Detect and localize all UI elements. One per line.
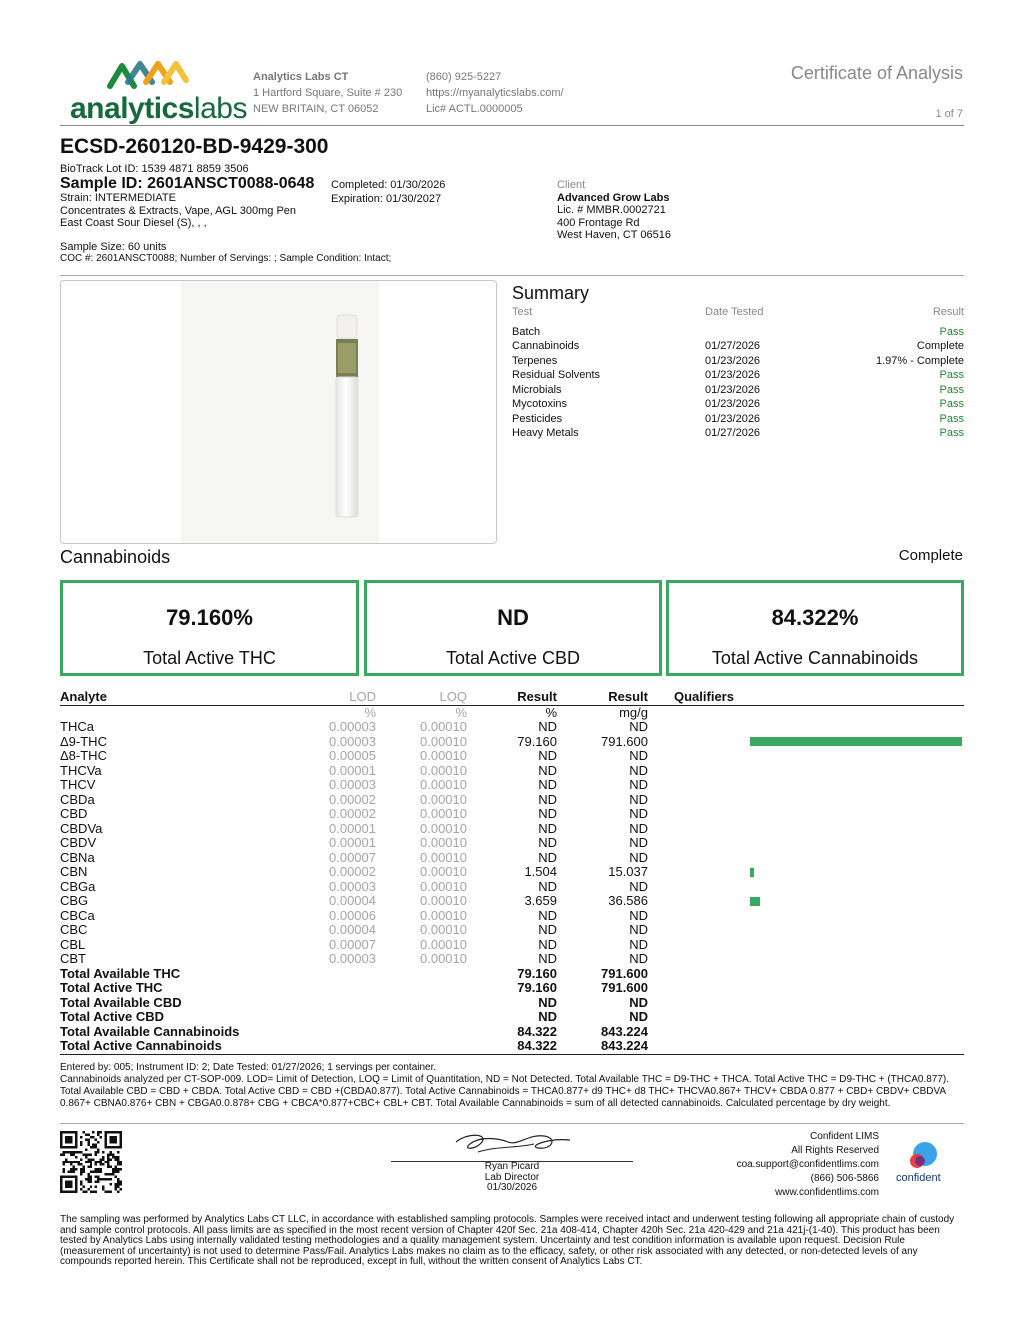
lab-info — [253, 69, 402, 117]
summary-test: Cannabinoids — [512, 340, 580, 353]
product-name: East Coast Sour Diesel (S), , , — [60, 217, 207, 229]
analyte-row — [60, 764, 964, 779]
lab-name: Analytics Labs CT — [253, 71, 349, 83]
analyte-result-pct: ND — [538, 951, 557, 966]
summary-date: 01/23/2026 — [705, 412, 761, 425]
analyte-loq: 0.00010 — [420, 936, 467, 952]
analyte-lod: 0.00001 — [329, 835, 376, 850]
coc-line: COC #: 2601ANSCT0088; Number of Servings: ; Sample Condition: Intact; — [60, 253, 392, 264]
analyte-qualifiers — [648, 865, 748, 880]
kpi-value: 84.322% — [771, 605, 859, 630]
analyte-row — [60, 735, 964, 750]
summary-date: 01/27/2026 — [705, 427, 761, 440]
summary-result: Pass — [939, 427, 964, 440]
analyte-result-mg: ND — [629, 820, 648, 836]
total-mg: 843.224 — [601, 1023, 648, 1039]
analyte-row — [60, 836, 964, 851]
analyte-name: THCa — [60, 719, 94, 734]
analyte-bar-cell — [748, 923, 964, 938]
client-name: Advanced Grow Labs — [557, 191, 670, 204]
analyte-name: CBNa — [60, 849, 95, 865]
analyte-result-pct: ND — [538, 936, 557, 952]
total-label: Total Available THC — [60, 965, 181, 981]
analyte-bar-cell — [748, 764, 964, 779]
total-row — [60, 981, 964, 996]
analyte-result-pct: ND — [538, 849, 557, 865]
analyte-qualifiers — [648, 735, 748, 750]
summary-test: Residual Solvents — [512, 369, 601, 382]
summary-test: Mycotoxins — [512, 398, 568, 411]
analyte-name: CBCa — [60, 907, 95, 923]
summary-test: Terpenes — [512, 354, 558, 367]
summary-row — [512, 427, 964, 442]
biotrack-lot-id: BioTrack Lot ID: 1539 4871 8859 3506 — [60, 163, 249, 175]
logo-wordmark: analyticslabs — [70, 92, 247, 125]
vape-pen-image — [326, 311, 366, 523]
analyte-loq: 0.00010 — [420, 733, 467, 749]
analyte-bar-cell — [748, 720, 964, 735]
analyte-qualifiers — [648, 749, 748, 764]
analyte-row — [60, 807, 964, 822]
analyte-name: Δ8-THC — [60, 748, 107, 763]
disclaimer: The sampling was performed by Analytics Labs CT LLC, in accordance with established sampling protocols. Samples were received intact and underwent testing following all appropriate chain of custody and sample control protocols. All pass limits are as specified in the most recent version of Chapter 420f Sec. 21a 408-414, Chapter 420h Sec. 21a 420-429 and 21a 421j-(1-40). This product has been tested by Analytics Labs using internally validated testing methodologies and a quality management system. Uncertainty and test condition information is available upon request. Decision Rule (measurement of uncertainty) is not used to determine Pass/Fail. Analytics Labs makes no claim as to the efficacy, safety, or other risk associated with any detected, or non-detected levels of any compounds reported herein. This Certificate shall not be reproduced, except in full, without the written consent of Analytics Labs CT. — [60, 1214, 955, 1267]
analyte-name: CBG — [60, 893, 89, 908]
analyte-qualifiers — [648, 778, 748, 793]
sample-id: Sample ID: 2601ANSCT0088-0648 — [60, 175, 315, 192]
client-address-line2: West Haven, CT 06516 — [557, 229, 671, 241]
signer-name: Ryan Picard — [484, 1161, 540, 1172]
lab-license: Lic# ACTL.0000005 — [426, 103, 523, 115]
analyte-row — [60, 749, 964, 764]
analyte-qualifiers — [648, 923, 748, 938]
analyte-bar — [750, 868, 754, 877]
analyte-qualifiers — [648, 836, 748, 851]
analyte-bar-cell — [748, 952, 964, 967]
summary-title: Summary — [512, 283, 590, 303]
expiration-date: Expiration: 01/30/2027 — [331, 193, 442, 205]
analyte-qualifiers — [648, 909, 748, 924]
confident-wordmark: confident — [896, 1172, 941, 1184]
summary-row — [512, 340, 964, 355]
analyte-result-pct: ND — [538, 748, 557, 763]
analyte-bar — [750, 737, 962, 746]
analyte-lod: 0.00002 — [329, 864, 376, 879]
kpi-value: 79.160% — [166, 605, 253, 630]
summary-result: Complete — [916, 340, 964, 353]
analyte-loq: 0.00010 — [420, 922, 467, 937]
analyte-lod: 0.00007 — [329, 936, 376, 952]
summary-result: Pass — [939, 383, 964, 396]
col-analyte: Analyte — [60, 689, 240, 705]
analyte-qualifiers — [648, 938, 748, 953]
analyte-result-pct: 79.160 — [517, 733, 557, 749]
kpi-total-active-cannabinoids — [666, 580, 964, 676]
analyte-result-mg: 791.600 — [601, 733, 648, 749]
notes — [60, 1062, 966, 1110]
col-lod: LOD — [240, 689, 376, 705]
analyte-result-mg: ND — [629, 777, 648, 792]
analyte-lod: 0.00007 — [329, 849, 376, 865]
total-mg: ND — [629, 1009, 648, 1024]
analyte-result-mg: ND — [629, 936, 648, 952]
analyte-loq: 0.00010 — [420, 762, 467, 778]
analyte-result-mg: ND — [629, 835, 648, 850]
product-category: Concentrates & Extracts, Vape, AGL 300mg Pen — [60, 204, 297, 217]
analyte-row — [60, 923, 964, 938]
batch-id: ECSD-260120-BD-9429-300 — [60, 135, 329, 158]
analyte-lod: 0.00004 — [329, 893, 376, 908]
lims-company: Confident LIMS — [810, 1131, 879, 1142]
total-label: Total Available CBD — [60, 994, 182, 1010]
analyte-qualifiers — [648, 880, 748, 895]
analyte-lod: 0.00005 — [329, 748, 376, 763]
analyte-result-pct: ND — [538, 806, 557, 821]
analyte-result-pct: ND — [538, 719, 557, 734]
analyte-bar-cell — [748, 894, 964, 909]
summary-row — [512, 398, 964, 413]
analyte-result-mg: ND — [629, 748, 648, 763]
client-address-line1: 400 Frontage Rd — [557, 216, 640, 229]
analyte-name: CBC — [60, 922, 88, 937]
total-mg: 791.600 — [601, 965, 648, 981]
summary-date — [705, 325, 855, 340]
analyte-result-mg: ND — [629, 719, 648, 734]
analyte-name: CBL — [60, 936, 86, 952]
total-mg: 791.600 — [601, 980, 648, 995]
analytics-labs-logo-icon — [106, 58, 190, 92]
analyte-loq: 0.00010 — [420, 878, 467, 894]
analyte-lod: 0.00002 — [329, 806, 376, 821]
lims-website[interactable]: www.confidentlims.com — [775, 1187, 879, 1198]
summary-header-date: Date Tested — [705, 306, 764, 318]
total-row — [60, 1025, 964, 1040]
analyte-result-mg: ND — [629, 907, 648, 923]
analyte-result-pct: ND — [538, 762, 557, 778]
analyte-loq: 0.00010 — [420, 777, 467, 792]
analyte-row — [60, 952, 964, 967]
analyte-name: CBDa — [60, 791, 95, 807]
cannabinoids-title: Cannabinoids — [60, 547, 171, 567]
analyte-bar-cell — [748, 851, 964, 866]
analyte-name: THCV — [60, 777, 96, 792]
total-row — [60, 1039, 964, 1054]
analyte-result-mg: ND — [629, 806, 648, 821]
analyte-result-mg: ND — [629, 849, 648, 865]
analyte-result-mg: ND — [629, 791, 648, 807]
analyte-row — [60, 938, 964, 953]
analyte-name: CBGa — [60, 878, 96, 894]
analyte-loq: 0.00010 — [420, 820, 467, 836]
sample-size: Sample Size: 60 units — [60, 241, 167, 253]
summary-result: Pass — [939, 398, 964, 411]
total-label: Total Active THC — [60, 980, 163, 995]
analyte-name: CBDVa — [60, 820, 103, 836]
analyte-qualifiers — [648, 952, 748, 967]
cannabinoids-status: Complete — [898, 547, 963, 564]
analyte-name: CBN — [60, 864, 88, 879]
client-label: Client — [557, 179, 586, 191]
analyte-qualifiers — [648, 822, 748, 837]
summary-date: 01/23/2026 — [705, 383, 761, 396]
sample-details — [60, 192, 296, 230]
analyte-lod: 0.00002 — [329, 791, 376, 807]
kpi-total-active-cbd — [364, 580, 662, 676]
col-result-pct: Result — [467, 689, 557, 705]
summary-row — [512, 412, 964, 427]
unit-lod: % — [364, 704, 376, 720]
analyte-row — [60, 822, 964, 837]
summary-table — [512, 306, 964, 441]
client-license: Lic. # MMBR.0002721 — [557, 204, 666, 216]
analyte-loq: 0.00010 — [420, 835, 467, 850]
analyte-bar-cell — [748, 807, 964, 822]
summary-date: 01/27/2026 — [705, 340, 761, 353]
analyte-qualifiers — [648, 764, 748, 779]
analyte-result-mg: ND — [629, 951, 648, 966]
analyte-bar-cell — [748, 822, 964, 837]
total-label: Total Available Cannabinoids — [60, 1023, 240, 1039]
analyte-row — [60, 865, 964, 880]
kpi-label: Total Active CBD — [445, 648, 581, 669]
col-loq: LOQ — [376, 689, 467, 705]
total-pct: ND — [538, 1009, 557, 1024]
analyte-name: Δ9-THC — [60, 733, 107, 749]
analyte-bar — [750, 897, 760, 906]
summary-header-result: Result — [932, 306, 964, 318]
summary-header-test: Test — [512, 306, 533, 318]
summary-row — [512, 369, 964, 384]
client-block — [557, 179, 671, 242]
total-mg: ND — [629, 994, 648, 1010]
units-row — [60, 705, 964, 720]
analyte-bar-cell — [748, 880, 964, 895]
summary-row — [512, 354, 964, 369]
analyte-result-mg: ND — [629, 878, 648, 894]
sample-dates — [331, 178, 445, 206]
signer-title: Lab Director — [484, 1171, 540, 1183]
analyte-name: CBD — [60, 806, 88, 821]
completed-date: Completed: 01/30/2026 — [331, 179, 446, 191]
analyte-lod: 0.00003 — [329, 719, 376, 734]
analyte-loq: 0.00010 — [420, 791, 467, 807]
analyte-lod: 0.00004 — [329, 922, 376, 937]
analyte-result-pct: ND — [538, 922, 557, 937]
unit-pct: % — [545, 704, 557, 720]
analyte-loq: 0.00010 — [420, 806, 467, 821]
analyte-bar-cell — [748, 749, 964, 764]
col-qualifiers: Qualifiers — [648, 689, 748, 705]
summary-row — [512, 383, 964, 398]
summary-row — [512, 325, 964, 340]
analyte-loq: 0.00010 — [420, 748, 467, 763]
analyte-qualifiers — [648, 894, 748, 909]
summary-test: Microbials — [512, 383, 562, 396]
summary-result: Pass — [939, 412, 964, 425]
analyte-result-pct: 1.504 — [524, 864, 557, 879]
analyte-bar-cell — [748, 938, 964, 953]
analyte-qualifiers — [648, 793, 748, 808]
signer-date: 01/30/2026 — [486, 1182, 538, 1193]
document-title: Certificate of Analysis — [790, 63, 963, 83]
unit-loq: % — [455, 704, 467, 720]
signature-icon — [448, 1128, 578, 1162]
analyte-name: THCVa — [60, 762, 102, 778]
analyte-lod: 0.00003 — [329, 777, 376, 792]
analyte-loq: 0.00010 — [420, 951, 467, 966]
summary-date: 01/23/2026 — [705, 354, 761, 367]
analyte-result-pct: ND — [538, 907, 557, 923]
analyte-result-pct: ND — [538, 791, 557, 807]
analyte-qualifiers — [648, 720, 748, 735]
col-result-mg: Result — [557, 689, 648, 705]
signer-block — [391, 1162, 633, 1194]
total-row — [60, 967, 964, 982]
analyte-row — [60, 880, 964, 895]
analyte-loq: 0.00010 — [420, 849, 467, 865]
analyte-result-pct: ND — [538, 835, 557, 850]
strain: Strain: INTERMEDIATE — [60, 192, 176, 204]
analyte-loq: 0.00010 — [420, 864, 467, 879]
col-bar — [748, 689, 964, 705]
lims-info — [737, 1130, 879, 1200]
notes-method-line: Cannabinoids analyzed per CT-SOP-009. LOD= Limit of Detection, LOQ = Limit of Quantitation, ND = Not Detected. Total Available THC = D9-THC + THCA. Total Active THC = D9-THC + (THCA0.877). Total Available CBD = CBD + CBDA. Total Active CBD = CBD +(CBDA0.877). Total Active Cannabinoids = THCA0.877+ d9 THC+ d8 THC+ THCVA0.867+ THCV+ CBDA 0.877 + CBD+ CBDV+ CBDVA 0.867+ CBNA0.876+ CBN + CBGA0.0.878+ CBG + CBCA*0.877+CBC+ CBL+ CBT. Total Available Cannabinoids = sum of all detected cannabinoids. Calculated percentage by dry weight. — [60, 1074, 949, 1109]
analyte-bar-cell — [748, 836, 964, 851]
lab-contact — [426, 69, 564, 117]
analyte-result-mg: 15.037 — [608, 864, 648, 879]
summary-test: Batch — [512, 325, 541, 338]
kpi-value: ND — [497, 605, 529, 630]
summary-test: Pesticides — [512, 412, 563, 425]
summary-result: Pass — [939, 325, 964, 338]
analyte-row — [60, 851, 964, 866]
total-row — [60, 1010, 964, 1025]
lims-rights: All Rights Reserved — [791, 1145, 879, 1156]
analyte-result-pct: ND — [538, 878, 557, 894]
total-pct: 79.160 — [517, 965, 557, 981]
sample-divider — [60, 275, 964, 276]
analyte-lod: 0.00001 — [329, 762, 376, 778]
analyte-loq: 0.00010 — [420, 907, 467, 923]
analyte-lod: 0.00003 — [329, 733, 376, 749]
analyte-result-mg: ND — [629, 922, 648, 937]
analyte-lod: 0.00001 — [329, 820, 376, 836]
analyte-row — [60, 720, 964, 735]
total-pct: 79.160 — [517, 980, 557, 995]
total-pct: 84.322 — [517, 1023, 557, 1039]
kpi-label: Total Active Cannabinoids — [711, 648, 919, 669]
notes-divider — [60, 1123, 964, 1124]
lab-website[interactable]: https://myanalyticslabs.com/ — [426, 87, 564, 99]
total-row — [60, 996, 964, 1011]
lims-email[interactable]: coa.support@confidentlims.com — [736, 1159, 879, 1170]
analyte-result-pct: ND — [538, 820, 557, 836]
page-number: 1 of 7 — [935, 108, 963, 120]
total-label: Total Active Cannabinoids — [60, 1039, 240, 1054]
analyte-result-mg: ND — [629, 762, 648, 778]
analyte-row — [60, 778, 964, 793]
lab-phone: (860) 925-5227 — [426, 71, 502, 83]
summary-test: Heavy Metals — [512, 427, 579, 440]
analyte-qualifiers — [648, 807, 748, 822]
total-label: Total Active CBD — [60, 1009, 165, 1024]
analyte-bar-cell — [748, 735, 964, 750]
analyte-row — [60, 793, 964, 808]
lab-address-line1: 1 Hartford Square, Suite # 230 — [253, 87, 403, 99]
header-divider — [60, 125, 964, 126]
notes-entry-line: Entered by: 005; Instrument ID: 2; Date Tested: 01/27/2026; 1 servings per container. — [60, 1062, 437, 1073]
summary-date: 01/23/2026 — [705, 398, 761, 411]
summary-date: 01/23/2026 — [705, 369, 761, 382]
analyte-row — [60, 909, 964, 924]
analyte-bar-cell — [748, 778, 964, 793]
kpi-total-active-thc — [60, 580, 359, 676]
analyte-name: CBDV — [60, 835, 97, 850]
lab-address-line2: NEW BRITAIN, CT 06052 — [253, 103, 379, 115]
analyte-row — [60, 894, 964, 909]
total-pct: 84.322 — [467, 1039, 557, 1054]
qr-code-icon[interactable] — [60, 1131, 122, 1193]
confident-logo-icon — [905, 1141, 939, 1175]
analyte-lod: 0.00006 — [329, 907, 376, 923]
analyte-loq: 0.00010 — [420, 719, 467, 734]
analyte-bar-cell — [748, 793, 964, 808]
analyte-lod: 0.00003 — [329, 951, 376, 966]
analyte-qualifiers — [648, 851, 748, 866]
unit-mg: mg/g — [619, 704, 648, 720]
product-photo-frame — [60, 280, 497, 544]
analyte-loq: 0.00010 — [420, 893, 467, 908]
analyte-lod: 0.00003 — [329, 878, 376, 894]
cannabinoid-results-table — [60, 689, 964, 1055]
analyte-result-pct: 3.659 — [524, 893, 557, 908]
total-pct: ND — [538, 994, 557, 1010]
lims-phone: (866) 506-5866 — [810, 1173, 879, 1184]
analyte-bar-cell — [748, 865, 964, 880]
total-mg: 843.224 — [557, 1039, 648, 1054]
analyte-bar-cell — [748, 909, 964, 924]
analyte-result-pct: ND — [538, 777, 557, 792]
analyte-result-mg: 36.586 — [608, 893, 648, 908]
summary-result: 1.97% - Complete — [875, 354, 964, 367]
analyte-name: CBT — [60, 951, 86, 966]
summary-result: Pass — [939, 369, 964, 382]
kpi-label: Total Active THC — [143, 648, 276, 669]
